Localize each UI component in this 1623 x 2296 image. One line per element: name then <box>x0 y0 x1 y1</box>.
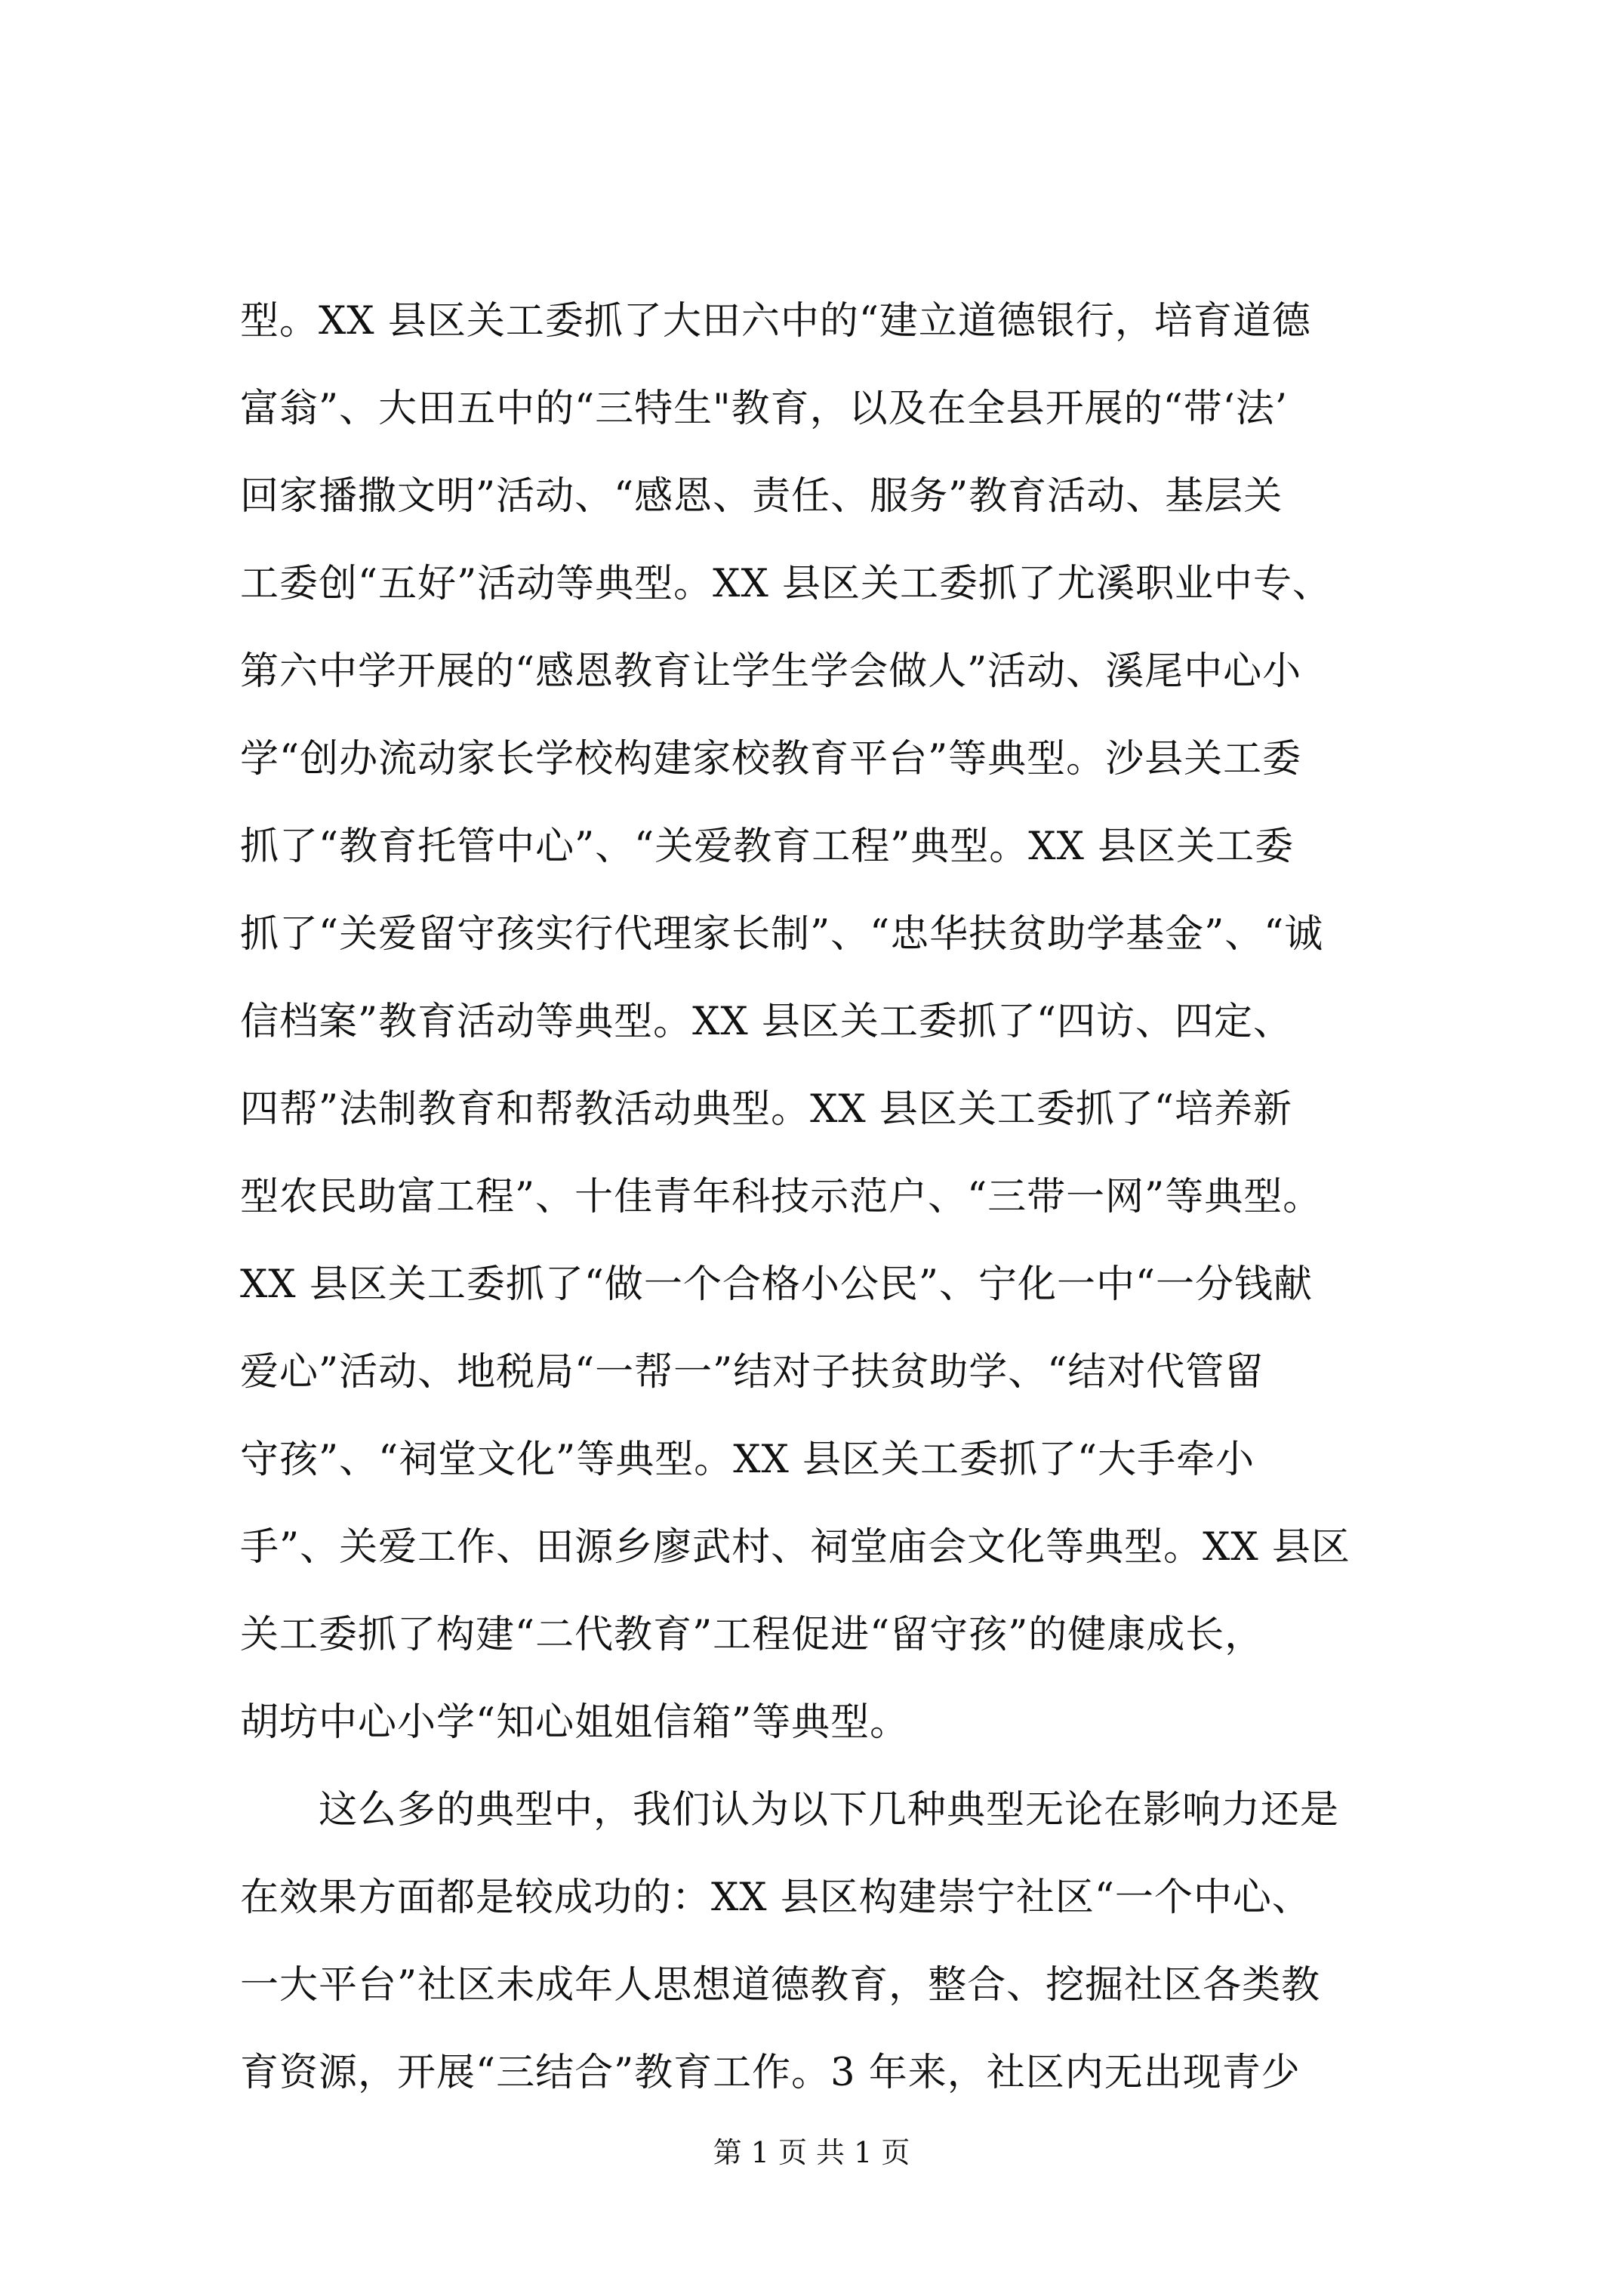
text-line: 在效果方面都是较成功的：XX 县区构建崇宁社区“一个中心、 <box>240 1875 1311 1920</box>
text-line: 守孩”、“祠堂文化”等典型。XX 县区关工委抓了“大手牵小 <box>240 1438 1255 1482</box>
text-line: 信档案”教育活动等典型。XX 县区关工委抓了“四访、四定、 <box>240 1000 1292 1044</box>
text-line: 工委创“五好”活动等典型。XX 县区关工委抓了尤溪职业中专、 <box>240 562 1332 606</box>
paragraph-start-line: 这么多的典型中，我们认为以下几种典型无论在影响力还是 <box>319 1788 1340 1832</box>
text-line: 育资源，开展“三结合”教育工作。3 年来，社区内无出现青少 <box>240 2051 1301 2095</box>
text-line: 四帮”法制教育和帮教活动典型。XX 县区关工委抓了“培养新 <box>240 1087 1292 1132</box>
body-text <box>240 278 1440 2117</box>
text-line: 富翁”、大田五中的“三特生"教育，以及在全县开展的“带‘法’ <box>240 387 1289 431</box>
text-line: 第六中学开展的“感恩教育让学生学会做人”活动、溪尾中心小 <box>240 649 1302 694</box>
text-line: 胡坊中心小学“知心姐姐信箱”等典型。 <box>240 1700 910 1745</box>
text-line: 型农民助富工程”、十佳青年科技示范户、“三带一网”等典型。 <box>240 1175 1323 1219</box>
text-line: 关工委抓了构建“二代教育”工程促进“留守孩”的健康成长， <box>240 1613 1264 1657</box>
text-line: 爱心”活动、地税局“一帮一”结对子扶贫助学、“结对代管留 <box>240 1350 1264 1395</box>
text-line: 抓了“关爱留守孩实行代理家长制”、“忠华扶贫助学基金”、“诚 <box>240 912 1324 957</box>
text-line: 型。XX 县区关工委抓了大田六中的“建立道德银行，培育道德 <box>240 299 1311 344</box>
page-footer: 第 1 页 共 1 页 <box>713 2136 910 2169</box>
text-line: 回家播撒文明”活动、“感恩、责任、服务”教育活动、基层关 <box>240 474 1283 519</box>
text-line: 学“创办流动家长学校构建家校教育平台”等典型。沙县关工委 <box>240 737 1302 781</box>
text-line: 一大平台”社区未成年人思想道德教育，整合、挖掘社区各类教 <box>240 1963 1321 2008</box>
text-line: XX 县区关工委抓了“做一个合格小公民”、宁化一中“一分钱献 <box>240 1262 1313 1307</box>
text-line: 手”、关爱工作、田源乡廖武村、祠堂庙会文化等典型。XX 县区 <box>240 1525 1350 1570</box>
text-line: 抓了“教育托管中心”、“关爱教育工程”典型。XX 县区关工委 <box>240 824 1295 869</box>
